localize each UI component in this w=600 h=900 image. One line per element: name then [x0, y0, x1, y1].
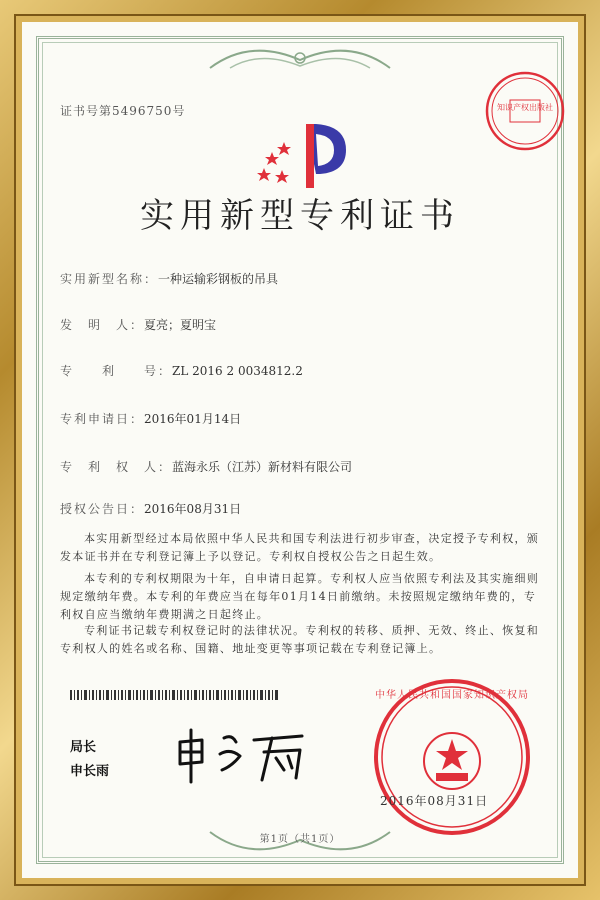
field-value: 2016年01月14日 — [144, 412, 242, 426]
patent-office-logo-icon — [254, 114, 364, 194]
field-inventor — [60, 316, 216, 333]
issue-date: 2016年08月31日 — [380, 794, 489, 808]
field-label: 专 利 号： — [60, 364, 173, 378]
big-seal-text: 中华人民共和国国家知识产权局 — [375, 690, 529, 701]
page-title: 实用新型专利证书 — [140, 196, 460, 236]
field-application-date — [60, 410, 241, 427]
national-ip-office-seal-icon — [372, 677, 532, 837]
field-value: 一种运输彩钢板的吊具 — [158, 272, 279, 286]
signatory-name: 申长雨 — [70, 764, 110, 779]
page-number: 第1页（共1页） — [259, 834, 341, 845]
certificate-paper — [22, 22, 578, 878]
field-value: 蓝海永乐（江苏）新材料有限公司 — [172, 460, 353, 474]
field-label: 专 利 权 人： — [60, 460, 173, 474]
field-name — [60, 270, 278, 287]
body-paragraph: 本专利的专利权期限为十年，自申请日起算。专利权人应当依照专利法及其实施细则规定缴纳年费。本专利的年费应当在每年01月14日前缴纳。未按照规定缴纳年费的，专利权自应当缴纳年费期满之日起终止。 — [60, 572, 540, 621]
field-value: 2016年08月31日 — [144, 502, 242, 516]
ornament-top-icon — [200, 38, 400, 78]
field-value: 夏亮；夏明宝 — [144, 318, 217, 332]
body-paragraph: 专利证书记载专利权登记时的法律状况。专利权的转移、质押、无效、终止、恢复和专利权人的姓名或名称、国籍、地址变更等事项记载在专利登记簿上。 — [60, 624, 540, 655]
body-paragraph: 本实用新型经过本局依照中华人民共和国专利法进行初步审查，决定授予专利权，颁发本证书并在专利登记簿上予以登记。专利权自授权公告之日起生效。 — [60, 532, 540, 563]
field-label: 专利申请日： — [60, 412, 145, 426]
certificate-number: 证书号第5496750号 — [60, 104, 186, 118]
field-label: 授权公告日： — [60, 502, 145, 516]
barcode-icon — [70, 690, 278, 700]
top-seal-text: 知识产权出版社 — [497, 103, 553, 112]
field-value: ZL 2016 2 0034812.2 — [172, 364, 303, 378]
field-grant-date — [60, 500, 241, 517]
field-patent-number — [60, 362, 303, 379]
field-label: 发 明 人： — [60, 318, 145, 332]
signatory-title: 局长 — [70, 740, 97, 755]
handwritten-signature-icon — [172, 712, 312, 792]
field-patentee — [60, 458, 352, 475]
field-label: 实用新型名称： — [60, 272, 159, 286]
